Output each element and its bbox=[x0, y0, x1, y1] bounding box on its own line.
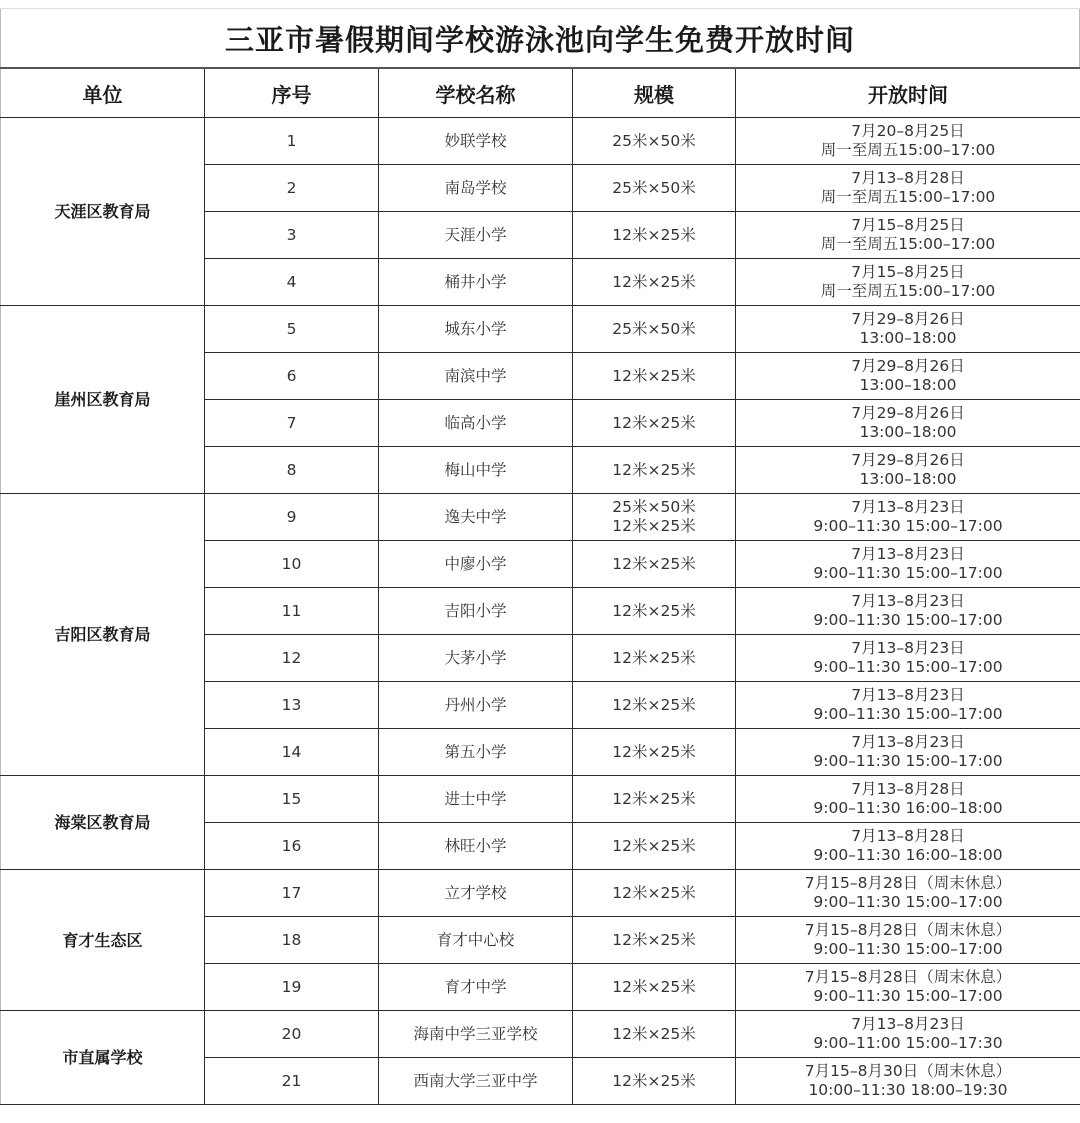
time-range-line: 周一至周五15:00–17:00 bbox=[820, 141, 996, 159]
index-cell: 21 bbox=[205, 1058, 379, 1105]
school-name-cell: 西南大学三亚中学 bbox=[379, 1058, 573, 1105]
size-cell bbox=[573, 964, 736, 1011]
hours-cell bbox=[736, 306, 1080, 353]
header-index: 序号 bbox=[205, 68, 379, 118]
table-row bbox=[1, 870, 1080, 917]
header-hours: 开放时间 bbox=[736, 68, 1080, 118]
table-body bbox=[1, 118, 1080, 1105]
hours-cell bbox=[736, 917, 1080, 964]
date-range-line: 7月13–8月23日 bbox=[851, 592, 965, 610]
hours-cell bbox=[736, 118, 1080, 165]
size-line: 25米×50米 bbox=[612, 178, 696, 197]
hours-cell bbox=[736, 212, 1080, 259]
size-cell bbox=[573, 1011, 736, 1058]
school-name-cell: 海南中学三亚学校 bbox=[379, 1011, 573, 1058]
school-name-cell: 逸夫中学 bbox=[379, 494, 573, 541]
index-cell: 5 bbox=[205, 306, 379, 353]
size-line: 12米×25米 bbox=[612, 601, 696, 620]
school-name-cell: 临高小学 bbox=[379, 400, 573, 447]
index-cell: 16 bbox=[205, 823, 379, 870]
date-range-line: 7月29–8月26日 bbox=[851, 357, 965, 375]
index-cell: 2 bbox=[205, 165, 379, 212]
time-range-line: 13:00–18:00 bbox=[859, 470, 957, 488]
size-cell bbox=[573, 259, 736, 306]
size-cell bbox=[573, 870, 736, 917]
time-range-line: 9:00–11:30 15:00–17:00 bbox=[813, 517, 1003, 535]
date-range-line: 7月15–8月28日（周末休息） bbox=[804, 968, 1012, 986]
table-row bbox=[1, 306, 1080, 353]
size-line: 12米×25米 bbox=[612, 695, 696, 714]
hours-cell bbox=[736, 682, 1080, 729]
time-range-line: 周一至周五15:00–17:00 bbox=[820, 188, 996, 206]
date-range-line: 7月13–8月23日 bbox=[851, 686, 965, 704]
time-range-line: 13:00–18:00 bbox=[859, 376, 957, 394]
index-cell: 14 bbox=[205, 729, 379, 776]
time-range-line: 周一至周五15:00–17:00 bbox=[820, 235, 996, 253]
size-line: 12米×25米 bbox=[612, 836, 696, 855]
date-range-line: 7月13–8月28日 bbox=[851, 780, 965, 798]
index-cell: 8 bbox=[205, 447, 379, 494]
index-cell: 7 bbox=[205, 400, 379, 447]
header-size: 规模 bbox=[573, 68, 736, 118]
size-line: 12米×25米 bbox=[612, 1071, 696, 1090]
school-name-cell: 梅山中学 bbox=[379, 447, 573, 494]
date-range-line: 7月13–8月23日 bbox=[851, 639, 965, 657]
size-cell bbox=[573, 1058, 736, 1105]
table-row bbox=[1, 776, 1080, 823]
school-name-cell: 南滨中学 bbox=[379, 353, 573, 400]
table-row bbox=[1, 1011, 1080, 1058]
time-range-line: 9:00–11:30 15:00–17:00 bbox=[813, 987, 1003, 1005]
hours-cell bbox=[736, 541, 1080, 588]
hours-cell bbox=[736, 165, 1080, 212]
index-cell: 3 bbox=[205, 212, 379, 259]
size-line: 12米×25米 bbox=[612, 460, 696, 479]
school-name-cell: 中廖小学 bbox=[379, 541, 573, 588]
size-line: 25米×50米 bbox=[612, 498, 696, 516]
hours-cell bbox=[736, 494, 1080, 541]
time-range-line: 9:00–11:30 15:00–17:00 bbox=[813, 564, 1003, 582]
size-line: 12米×25米 bbox=[612, 742, 696, 761]
index-cell: 10 bbox=[205, 541, 379, 588]
unit-cell: 吉阳区教育局 bbox=[1, 494, 205, 776]
size-line: 12米×25米 bbox=[612, 554, 696, 573]
school-name-cell: 大茅小学 bbox=[379, 635, 573, 682]
size-line: 12米×25米 bbox=[612, 1024, 696, 1043]
size-cell bbox=[573, 541, 736, 588]
school-name-cell: 林旺小学 bbox=[379, 823, 573, 870]
table-row bbox=[1, 118, 1080, 165]
schedule-table bbox=[0, 67, 1080, 1105]
header-unit: 单位 bbox=[1, 68, 205, 118]
size-cell bbox=[573, 494, 736, 541]
size-line: 12米×25米 bbox=[612, 517, 696, 535]
index-cell: 13 bbox=[205, 682, 379, 729]
date-range-line: 7月13–8月28日 bbox=[851, 169, 965, 187]
hours-cell bbox=[736, 729, 1080, 776]
size-cell bbox=[573, 400, 736, 447]
time-range-line: 9:00–11:30 15:00–17:00 bbox=[813, 611, 1003, 629]
size-cell bbox=[573, 118, 736, 165]
date-range-line: 7月15–8月25日 bbox=[851, 216, 965, 234]
unit-cell: 天涯区教育局 bbox=[1, 118, 205, 306]
date-range-line: 7月15–8月30日（周末休息） bbox=[804, 1062, 1012, 1080]
hours-cell bbox=[736, 964, 1080, 1011]
school-name-cell: 吉阳小学 bbox=[379, 588, 573, 635]
size-cell bbox=[573, 776, 736, 823]
size-line: 12米×25米 bbox=[612, 366, 696, 385]
size-cell bbox=[573, 635, 736, 682]
time-range-line: 10:00–11:30 18:00–19:30 bbox=[808, 1081, 1008, 1099]
header-school: 学校名称 bbox=[379, 68, 573, 118]
size-line: 25米×50米 bbox=[612, 319, 696, 338]
time-range-line: 9:00–11:30 15:00–17:00 bbox=[813, 752, 1003, 770]
size-line: 12米×25米 bbox=[612, 225, 696, 244]
size-cell bbox=[573, 353, 736, 400]
index-cell: 4 bbox=[205, 259, 379, 306]
hours-cell bbox=[736, 870, 1080, 917]
date-range-line: 7月13–8月23日 bbox=[851, 1015, 965, 1033]
school-name-cell: 育才中心校 bbox=[379, 917, 573, 964]
size-line: 12米×25米 bbox=[612, 648, 696, 667]
index-cell: 9 bbox=[205, 494, 379, 541]
index-cell: 18 bbox=[205, 917, 379, 964]
index-cell: 1 bbox=[205, 118, 379, 165]
size-cell bbox=[573, 447, 736, 494]
size-cell bbox=[573, 823, 736, 870]
size-cell bbox=[573, 212, 736, 259]
size-line: 12米×25米 bbox=[612, 272, 696, 291]
date-range-line: 7月15–8月25日 bbox=[851, 263, 965, 281]
size-cell bbox=[573, 682, 736, 729]
school-name-cell: 丹州小学 bbox=[379, 682, 573, 729]
unit-cell: 育才生态区 bbox=[1, 870, 205, 1011]
school-name-cell: 城东小学 bbox=[379, 306, 573, 353]
hours-cell bbox=[736, 447, 1080, 494]
date-range-line: 7月13–8月28日 bbox=[851, 827, 965, 845]
date-range-line: 7月20–8月25日 bbox=[851, 122, 965, 140]
date-range-line: 7月29–8月26日 bbox=[851, 451, 965, 469]
unit-cell: 海棠区教育局 bbox=[1, 776, 205, 870]
date-range-line: 7月13–8月23日 bbox=[851, 733, 965, 751]
school-name-cell: 天涯小学 bbox=[379, 212, 573, 259]
index-cell: 17 bbox=[205, 870, 379, 917]
top-edge bbox=[0, 0, 1080, 9]
date-range-line: 7月13–8月23日 bbox=[851, 545, 965, 563]
hours-cell bbox=[736, 1011, 1080, 1058]
school-name-cell: 进士中学 bbox=[379, 776, 573, 823]
hours-cell bbox=[736, 588, 1080, 635]
hours-cell bbox=[736, 259, 1080, 306]
index-cell: 11 bbox=[205, 588, 379, 635]
school-name-cell: 南岛学校 bbox=[379, 165, 573, 212]
time-range-line: 9:00–11:30 16:00–18:00 bbox=[813, 799, 1003, 817]
size-cell bbox=[573, 729, 736, 776]
time-range-line: 9:00–11:30 15:00–17:00 bbox=[813, 940, 1003, 958]
size-cell bbox=[573, 917, 736, 964]
time-range-line: 9:00–11:30 16:00–18:00 bbox=[813, 846, 1003, 864]
unit-cell: 崖州区教育局 bbox=[1, 306, 205, 494]
time-range-line: 周一至周五15:00–17:00 bbox=[820, 282, 996, 300]
header-row bbox=[1, 68, 1080, 118]
hours-cell bbox=[736, 1058, 1080, 1105]
size-line: 25米×50米 bbox=[612, 131, 696, 150]
index-cell: 19 bbox=[205, 964, 379, 1011]
school-name-cell: 育才中学 bbox=[379, 964, 573, 1011]
date-range-line: 7月29–8月26日 bbox=[851, 310, 965, 328]
size-line: 12米×25米 bbox=[612, 789, 696, 808]
hours-cell bbox=[736, 400, 1080, 447]
unit-cell: 市直属学校 bbox=[1, 1011, 205, 1105]
index-cell: 20 bbox=[205, 1011, 379, 1058]
size-cell bbox=[573, 306, 736, 353]
date-range-line: 7月29–8月26日 bbox=[851, 404, 965, 422]
size-cell bbox=[573, 588, 736, 635]
index-cell: 15 bbox=[205, 776, 379, 823]
size-line: 12米×25米 bbox=[612, 883, 696, 902]
size-cell bbox=[573, 165, 736, 212]
size-line: 12米×25米 bbox=[612, 413, 696, 432]
date-range-line: 7月13–8月23日 bbox=[851, 498, 965, 516]
hours-cell bbox=[736, 823, 1080, 870]
hours-cell bbox=[736, 353, 1080, 400]
size-line: 12米×25米 bbox=[612, 977, 696, 996]
school-name-cell: 第五小学 bbox=[379, 729, 573, 776]
hours-cell bbox=[736, 635, 1080, 682]
time-range-line: 9:00–11:30 15:00–17:00 bbox=[813, 705, 1003, 723]
index-cell: 12 bbox=[205, 635, 379, 682]
size-line: 12米×25米 bbox=[612, 930, 696, 949]
page-title: 三亚市暑假期间学校游泳池向学生免费开放时间 bbox=[0, 9, 1080, 67]
school-name-cell: 立才学校 bbox=[379, 870, 573, 917]
school-name-cell: 桶井小学 bbox=[379, 259, 573, 306]
time-range-line: 13:00–18:00 bbox=[859, 329, 957, 347]
school-name-cell: 妙联学校 bbox=[379, 118, 573, 165]
hours-cell bbox=[736, 776, 1080, 823]
time-range-line: 9:00–11:00 15:00–17:30 bbox=[813, 1034, 1003, 1052]
date-range-line: 7月15–8月28日（周末休息） bbox=[804, 874, 1012, 892]
table-row bbox=[1, 494, 1080, 541]
time-range-line: 9:00–11:30 15:00–17:00 bbox=[813, 893, 1003, 911]
time-range-line: 13:00–18:00 bbox=[859, 423, 957, 441]
index-cell: 6 bbox=[205, 353, 379, 400]
time-range-line: 9:00–11:30 15:00–17:00 bbox=[813, 658, 1003, 676]
date-range-line: 7月15–8月28日（周末休息） bbox=[804, 921, 1012, 939]
